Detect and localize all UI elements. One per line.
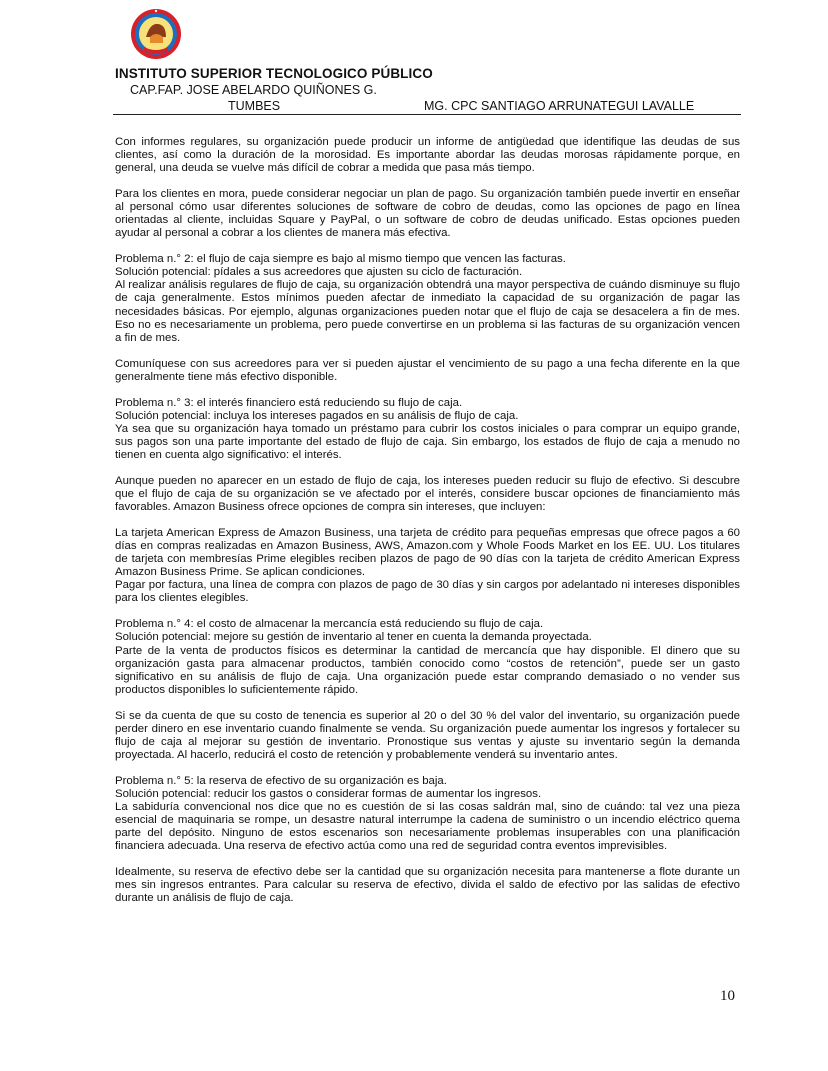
paragraph-text: Parte de la venta de productos físicos es determinar la cantidad de mercancía que hay disponible. El dinero que su organización gasta para almacenar productos, también conocido como “costos de retención”, puede ser un gasto significativo en su análisis de flujo de caja. Una organización puede estar comprando demasiado o no vender sus productos disponibles lo suficientemente rápido. — [115, 644, 740, 696]
paragraph — [115, 710, 740, 762]
paragraph-text: Para los clientes en mora, puede considerar negociar un plan de pago. Su organización también puede invertir en enseñar al personal cómo usar diferentes soluciones de software de cobro de deudas, como las opciones de pago en línea orientadas al cliente, incluidas Square y PayPal, o un software de cobro de deudas unificado. Estas opciones pueden ayudar al personal a cobrar a los clientes de manera más efectiva. — [115, 188, 740, 240]
paragraph — [115, 253, 740, 344]
document-body — [115, 136, 740, 918]
paragraph-text: Al realizar análisis regulares de flujo de caja, su organización obtendrá una mayor perspectiva de cuándo disminuye su flujo de caja generalmente. Estos mínimos pueden afectar de inmediato la capacidad de su organización de pagar las necesidades básicas. Por ejemplo, algunas organizaciones pueden notar que el flujo de caja se desacelera a fin de mes. Eso no es necesariamente un problema, pero puede convertirse en un problema si las facturas de su organización vencen a fin de mes. — [115, 279, 740, 344]
paragraph-text: La sabiduría convencional nos dice que no es cuestión de si las cosas saldrán mal, sino de cuándo: tal vez una pieza esencial de maquinaria se rompe, un desastre natural interrumpe la cadena de suministro o un incendio eléctrico quema parte del depósito. Ninguno de estos escenarios son necesariamente problemas insuperables con una planificación financiera adecuada. Una reserva de efectivo actúa como una red de seguridad contra eventos imprevisibles. — [115, 800, 740, 853]
paragraph — [115, 397, 740, 462]
header-divider — [113, 114, 741, 115]
paragraph — [115, 136, 740, 175]
paragraph-text: Comuníquese con sus acreedores para ver si pueden ajustar el vencimiento de su pago a una fecha diferente en la que generalmente tiene más efectivo disponible. — [115, 357, 740, 383]
paragraph — [115, 358, 740, 384]
paragraph-text: Pagar por factura, una línea de compra con plazos de pago de 30 días y sin cargos por adelantado ni intereses disponibles para los clientes elegibles. — [115, 579, 740, 605]
problem-heading: Problema n.° 2: el flujo de caja siempre es bajo al mismo tiempo que vencen las facturas. — [115, 253, 566, 266]
paragraph — [115, 527, 740, 605]
solution-line: Solución potencial: mejore su gestión de inventario al tener en cuenta la demanda proyectada. — [115, 631, 592, 644]
institute-subtitle: CAP.FAP. JOSE ABELARDO QUIÑONES G. — [130, 83, 377, 97]
paragraph — [115, 775, 740, 853]
paragraph-text: Aunque pueden no aparecer en un estado de flujo de caja, los intereses pueden reducir su flujo de efectivo. Si descubre que el flujo de caja de su organización se ve afectado por el interés, considere buscar opciones de financiamiento más favorables. Amazon Business ofrece opciones de compra sin intereses, que incluyen: — [115, 474, 740, 514]
problem-heading: Problema n.° 5: la reserva de efectivo de su organización es baja. — [115, 774, 447, 787]
paragraph-text: Idealmente, su reserva de efectivo debe ser la cantidad que su organización necesita para mantenerse a flote durante un mes sin ingresos entrantes. Para calcular su reserva de efectivo, divida el saldo de efectivo por las salidas de efectivo durante un análisis de flujo de caja. — [115, 866, 740, 905]
solution-line: Solución potencial: pídales a sus acreedores que ajusten su ciclo de facturación. — [115, 266, 523, 279]
problem-heading: Problema n.° 4: el costo de almacenar la mercancía está reduciendo su flujo de caja. — [115, 618, 544, 631]
paragraph-text: Si se da cuenta de que su costo de tenencia es superior al 20 o del 30 % del valor del inventario, su organización puede perder dinero en ese inventario cuando finalmente se venda. Su organización puede aumentar los ingresos y fortalecer su flujo de caja al mejorar su gestión de inventario. Pronostique sus ventas y ajuste su inventario según la demanda proyectada. Al hacerlo, reducirá el costo de retención y probablemente venderá su inventario antes. — [115, 709, 740, 761]
paragraph — [115, 188, 740, 240]
paragraph-text: Con informes regulares, su organización puede producir un informe de antigüedad que identifique las deudas de sus clientes, así como la duración de la morosidad. Es importante abordar las deudas morosas rápidamente porque, en general, una deuda se vuelve más difícil de cobrar a medida que pasa más tiempo. — [115, 136, 740, 175]
institute-name: INSTITUTO SUPERIOR TECNOLOGICO PÚBLICO — [115, 66, 433, 81]
paragraph-text: La tarjeta American Express de Amazon Business, una tarjeta de crédito para pequeñas empresas que ofrece pagos a 60 días en compras realizadas en Amazon Business, AWS, Amazon.com y Whole Foods Market en los EE. UU. Los titulares de tarjeta con membresías Prime elegibles reciben plazos de pago de 90 días con la tarjeta de crédito American Express Amazon Business Prime. Se aplican condiciones. — [115, 527, 740, 579]
paragraph — [115, 475, 740, 514]
institute-city: TUMBES — [228, 99, 281, 113]
solution-line: Solución potencial: incluya los intereses pagados en su análisis de flujo de caja. — [115, 409, 519, 422]
paragraph-text: Ya sea que su organización haya tomado un préstamo para cubrir los costos iniciales o para comprar un equipo grande, sus pagos son una parte importante del estado de flujo de caja. Sin embargo, los estados de flujo de caja a menudo no tienen en cuenta algo significativo: el interés. — [115, 422, 740, 461]
solution-line: Solución potencial: reducir los gastos o considerar formas de aumentar los ingresos. — [115, 787, 542, 800]
institute-logo — [128, 7, 184, 63]
paragraph — [115, 866, 740, 905]
paragraph — [115, 618, 740, 696]
problem-heading: Problema n.° 3: el interés financiero está reduciendo su flujo de caja. — [115, 396, 463, 409]
teacher-name: MG. CPC SANTIAGO ARRUNATEGUI LAVALLE — [424, 99, 695, 113]
page-number: 10 — [720, 988, 735, 1004]
